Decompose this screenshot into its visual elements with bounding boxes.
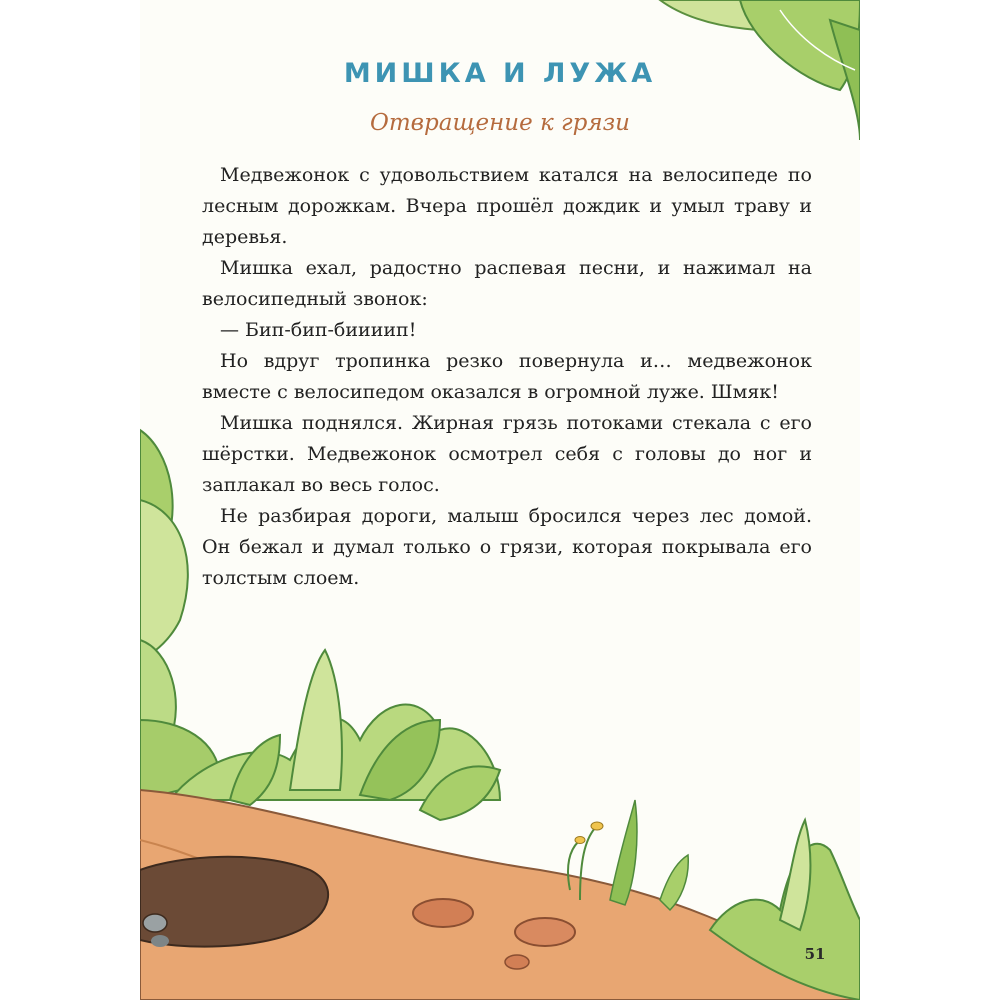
paragraph: Не разбирая дороги, малыш бросился через лес домой. Он бежал и думал только о грязи, которая покрывала его толстым слоем.: [202, 505, 812, 589]
chapter-subtitle: Отвращение к грязи: [370, 110, 630, 136]
paragraph: — Бип-бип-биииип!: [220, 319, 417, 341]
grass-clump-icon: [170, 650, 500, 820]
paragraph: Мишка ехал, радостно распевая песни, и нажимал на велосипедный звонок:: [202, 257, 812, 310]
paragraph: Мишка поднялся. Жирная грязь потоками стекала с его шёрстки. Медвежонок осмотрел себя с головы до ног и заплакал во весь голос.: [202, 412, 812, 496]
book-page: [140, 0, 860, 1000]
page-number: 51: [804, 945, 826, 963]
chapter-title: МИШКА И ЛУЖА: [343, 58, 657, 89]
paragraph: Медвежонок с удовольствием катался на велосипеде по лесным дорожкам. Вчера прошёл дождик и умыл траву и деревья.: [202, 164, 812, 248]
story-text: [202, 160, 812, 594]
paragraph: Но вдруг тропинка резко повернула и… медвежонок вместе с велосипедом оказался в огромной луже. Шмяк!: [202, 350, 812, 403]
